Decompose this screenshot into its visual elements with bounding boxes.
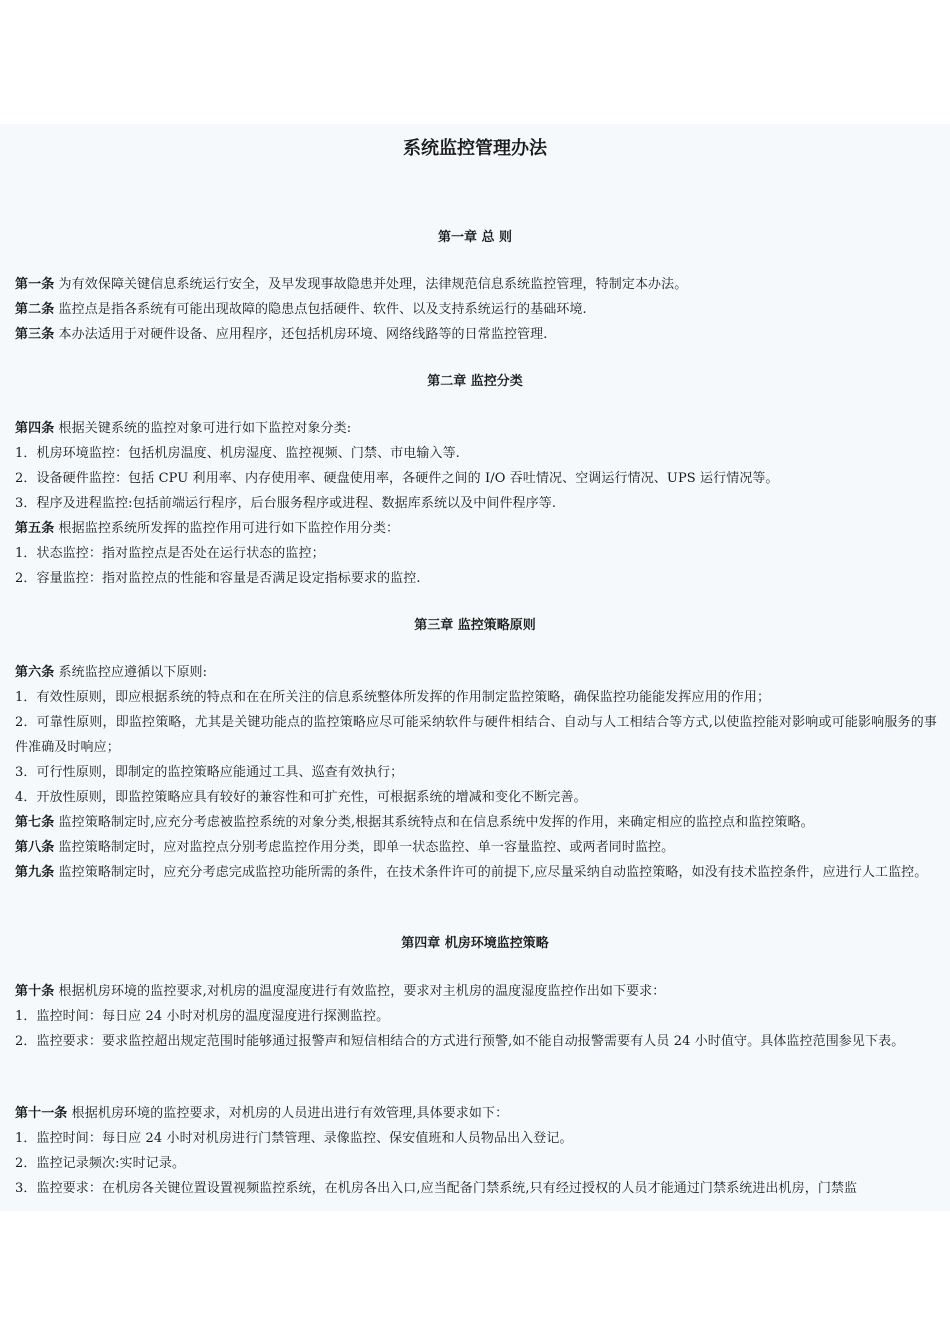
list-item: 2．可靠性原则，即监控策略，尤其是关键功能点的监控策略应尽可能采纳软件与硬件相结合、自动与人工相结合等方式,以使监控能对影响或可能影响服务的事件准确及时响应；	[15, 715, 937, 755]
list-item: 2．设备硬件监控：包括 CPU 利用率、内存使用率、硬盘使用率，各硬件之间的 I/O 吞吐情况、空调运行情况、UPS 运行情况等。	[15, 471, 779, 486]
article	[15, 810, 937, 835]
list-item: 2．监控记录频次:实时记录。	[15, 1156, 186, 1171]
list-item: 3．监控要求：在机房各关键位置设置视频监控系统，在机房各出入口,应当配备门禁系统,只有经过授权的人员才能通过门禁系统进出机房，门禁监	[15, 1181, 858, 1196]
article-label: 第六条	[15, 665, 55, 680]
list-item: 1．监控时间：每日应 24 小时对机房进行门禁管理、录像监控、保安值班和人员物品出入登记。	[15, 1131, 573, 1146]
article-text: 监控策略制定时，应对监控点分别考虑监控作用分类，即单一状态监控、单一容量监控、或两者同时监控。	[54, 840, 675, 855]
list-item: 1．监控时间：每日应 24 小时对机房的温度湿度进行探测监控。	[15, 1009, 390, 1024]
article	[15, 860, 937, 885]
chapter-heading: 第一章 总 则	[437, 230, 513, 245]
article-label: 第九条	[15, 865, 55, 880]
article-text: 为有效保障关键信息系统运行安全，及早发现事故隐患并处理，法律规范信息系统监控管理，特制定本办法。	[54, 277, 688, 292]
article	[15, 1101, 937, 1126]
article	[15, 416, 937, 441]
article-label: 第四条	[15, 421, 55, 436]
article-label: 第一条	[15, 277, 55, 292]
article	[15, 516, 937, 541]
article-text: 监控点是指各系统有可能出现故障的隐患点包括硬件、软件、以及支持系统运行的基础环境.	[54, 302, 587, 317]
article	[15, 835, 937, 860]
chapter-heading: 第四章 机房环境监控策略	[401, 936, 549, 951]
article-text: 监控策略制定时,应充分考虑被监控系统的对象分类,根据其系统特点和在信息系统中发挥的作用，来确定相应的监控点和监控策略。	[54, 815, 814, 830]
article	[15, 297, 937, 322]
article	[15, 322, 937, 347]
article-text: 本办法适用于对硬件设备、应用程序，还包括机房环境、网络线路等的日常监控管理.	[54, 327, 548, 342]
article-label: 第七条	[15, 815, 55, 830]
article-label: 第二条	[15, 302, 55, 317]
list-item: 1．机房环境监控：包括机房温度、机房湿度、监控视频、门禁、市电输入等.	[15, 446, 460, 461]
list-item: 1．有效性原则，即应根据系统的特点和在在所关注的信息系统整体所发挥的作用制定监控策略，确保监控功能能发挥应用的作用；	[15, 690, 771, 705]
article-text: 根据机房环境的监控要求,对机房的温度湿度进行有效监控，要求对主机房的温度湿度监控作出如下要求：	[54, 984, 666, 999]
chapter-heading: 第三章 监控策略原则	[414, 618, 536, 633]
article-label: 第十条	[15, 984, 55, 999]
list-item: 2．容量监控：指对监控点的性能和容量是否满足设定指标要求的监控.	[15, 571, 421, 586]
article-label: 第八条	[15, 840, 55, 855]
list-item: 1．状态监控：指对监控点是否处在运行状态的监控；	[15, 546, 325, 561]
article	[15, 979, 937, 1004]
article-label: 第三条	[15, 327, 55, 342]
document-title: 系统监控管理办法	[403, 138, 547, 159]
article-text: 监控策略制定时，应充分考虑完成监控功能所需的条件，在技术条件许可的前提下,应尽量采纳自动监控策略，如没有技术监控条件，应进行人工监控。	[54, 865, 928, 880]
list-item: 3．可行性原则，即制定的监控策略应能通过工具、巡查有效执行；	[15, 765, 404, 780]
article-text: 根据监控系统所发挥的监控作用可进行如下监控作用分类：	[54, 521, 400, 536]
chapter-heading: 第二章 监控分类	[427, 374, 523, 389]
article	[15, 660, 937, 685]
article-text: 根据机房环境的监控要求，对机房的人员进出进行有效管理,具体要求如下：	[67, 1106, 509, 1121]
list-item: 4．开放性原则，即监控策略应具有较好的兼容性和可扩充性，可根据系统的增减和变化不断完善。	[15, 790, 587, 805]
list-item: 3．程序及进程监控:包括前端运行程序，后台服务程序或进程、数据库系统以及中间件程序等.	[15, 496, 557, 511]
article	[15, 272, 937, 297]
list-item: 2．监控要求：要求监控超出规定范围时能够通过报警声和短信相结合的方式进行预警,如不能自动报警需要有人员 24 小时值守。具体监控范围参见下表。	[15, 1034, 905, 1049]
article-label: 第十一条	[15, 1106, 68, 1121]
article-label: 第五条	[15, 521, 55, 536]
article-text: 系统监控应遵循以下原则:	[54, 665, 208, 680]
article-text: 根据关键系统的监控对象可进行如下监控对象分类:	[54, 421, 352, 436]
